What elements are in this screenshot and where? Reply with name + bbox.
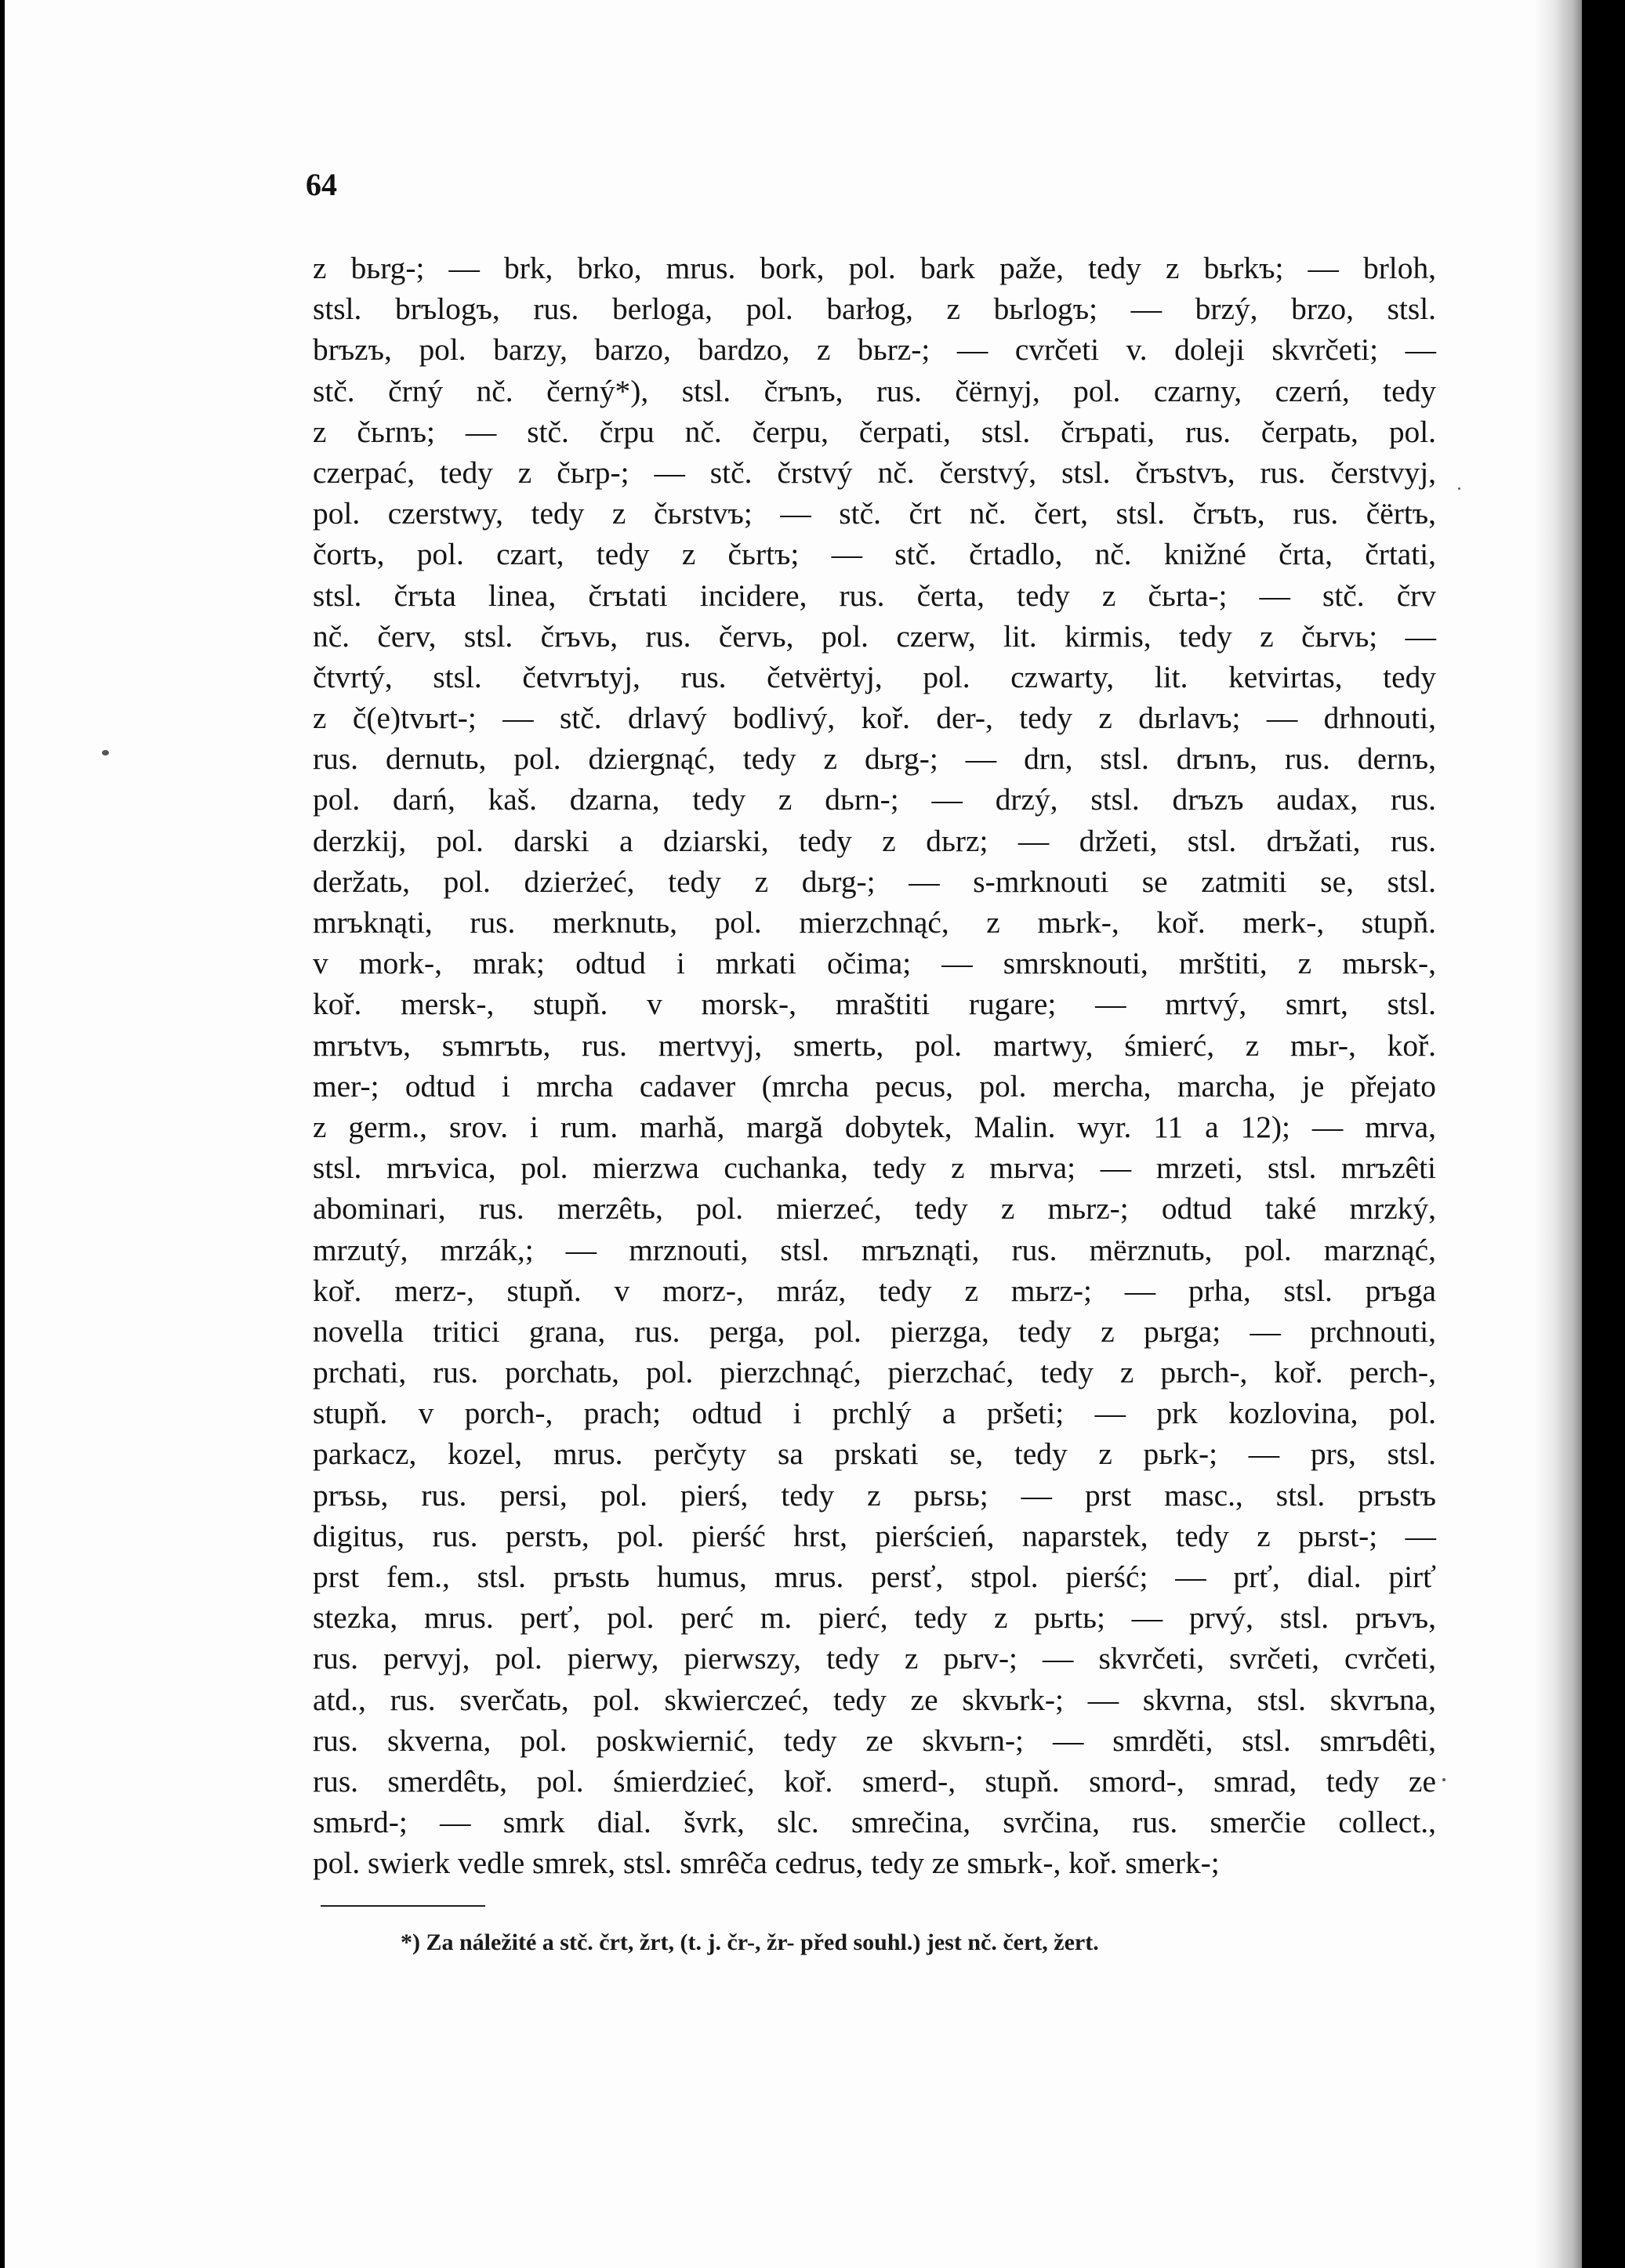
- text-line: nč. červ, stsl. črъvь, rus. červь, pol. czerw, lit. kirmis, tedy z čьrvь; —: [313, 618, 1436, 654]
- text-line: mrъtvъ, sъmrъtь, rus. mertvyj, smertь, pol. martwy, śmierć, z mьr-, koř.: [313, 1027, 1436, 1063]
- page-number: 64: [306, 167, 337, 202]
- scan-speck: [1442, 1778, 1445, 1781]
- text-line: pol. czerstwy, tedy z čьrstvъ; — stč. črt nč. čert, stsl. črъtъ, rus. čërtъ,: [313, 496, 1436, 531]
- text-line: brъzъ, pol. barzy, barzo, bardzo, z bьrz-; — cvrčeti v. doleji skvrčeti; —: [313, 332, 1436, 368]
- text-line: digitus, rus. perstъ, pol. pierść hrst, pierścień, naparstek, tedy z pьrst-; —: [313, 1518, 1436, 1553]
- footnote: *) Za náležité a stč. črt, žrt, (t. j. čr-, žr- před souhl.) jest nč. čert, žert.: [401, 1929, 1099, 1955]
- text-line: čtvrtý, stsl. četvrъtyj, rus. četvërtyj, pol. czwarty, lit. ketvirtas, tedy: [313, 659, 1436, 694]
- text-line: atd., rus. sverčatь, pol. skwierczeć, tedy ze skvьrk-; — skvrna, stsl. skvrъna,: [313, 1682, 1436, 1717]
- text-line: koř. merz-, stupň. v morz-, mráz, tedy z mьrz-; — prha, stsl. prъga: [313, 1273, 1436, 1308]
- main-text: [313, 248, 1436, 1884]
- text-line: z germ., srov. i rum. marhă, margă dobytek, Malin. wyr. 11 a 12); — mrva,: [313, 1109, 1436, 1144]
- text-line: deržatь, pol. dzierżeć, tedy z dьrg-; — s-mrknouti se zatmiti se, stsl.: [313, 864, 1436, 899]
- text-line: mrzutý, mrzák,; — mrznouti, stsl. mrъznąti, rus. mërznutь, pol. marznąć,: [313, 1232, 1436, 1267]
- text-line: z čьrnъ; — stč. črpu nč. čerpu, čerpati, stsl. črъpati, rus. čerpatь, pol.: [313, 414, 1436, 449]
- text-line: stsl. brъlogъ, rus. berloga, pol. barłog, z bьrlogъ; — brzý, brzo, stsl.: [313, 292, 1436, 327]
- page-gutter-shadow: [1535, 0, 1582, 2268]
- text-line: stč. črný nč. černý*), stsl. črъnъ, rus. čërnyj, pol. czarny, czerń, tedy: [313, 373, 1436, 408]
- text-line: czerpać, tedy z čьrp-; — stč. črstvý nč. čerstvý, stsl. črъstvъ, rus. čerstvyj,: [313, 455, 1436, 490]
- text-line: mrъknąti, rus. merknutь, pol. mierzchnąć, z mьrk-, koř. merk-, stupň.: [313, 905, 1436, 940]
- text-line: z č(e)tvьrt-; — stč. drlavý bodlivý, koř. der-, tedy z dьrlavъ; — drhnouti,: [313, 701, 1436, 736]
- book-page: [5, 0, 1582, 2268]
- text-line: stsl. mrъvica, pol. mierzwa cuchanka, tedy z mьrva; — mrzeti, stsl. mrъzêti: [313, 1150, 1436, 1186]
- text-line: stsl. črъta linea, črъtati incidere, rus. čerta, tedy z čьrta-; — stč. črv: [313, 578, 1436, 613]
- text-line: koř. mersk-, stupň. v morsk-, mraštiti rugare; — mrtvý, smrt, stsl.: [313, 987, 1436, 1022]
- text-line: derzkij, pol. darski a dziarski, tedy z dьrz; — držeti, stsl. drъžati, rus.: [313, 823, 1436, 858]
- text-line: rus. dernutь, pol. dziergnąć, tedy z dьrg-; — drn, stsl. drъnъ, rus. dernъ,: [313, 741, 1436, 777]
- text-line: rus. skverna, pol. poskwiernić, tedy ze skvьrn-; — smrděti, stsl. smrъdêti,: [313, 1723, 1436, 1758]
- text-line: prst fem., stsl. prъstь humus, mrus. persť, stpol. pierść; — prť, dial. pirť: [313, 1560, 1436, 1594]
- text-line: abominari, rus. merzêtь, pol. mierzeć, tedy z mьrz-; odtud také mrzký,: [313, 1191, 1436, 1226]
- text-line: smьrd-; — smrk dial. švrk, slc. smrečina, svrčina, rus. smerčie collect.,: [313, 1805, 1436, 1840]
- text-line: stupň. v porch-, prach; odtud i prchlý a pršeti; — prk kozlovina, pol.: [313, 1396, 1436, 1431]
- text-line: stezka, mrus. perť, pol. perć m. pierć, tedy z pьrtь; — prvý, stsl. prъvъ,: [313, 1600, 1436, 1636]
- text-line: mer-; odtud i mrcha cadaver (mrcha pecus, pol. mercha, marcha, je přejato: [313, 1068, 1436, 1103]
- text-line: čortъ, pol. czart, tedy z čьrtъ; — stč. črtadlo, nč. knižné črta, črtati,: [313, 537, 1436, 572]
- text-line: rus. smerdêtь, pol. śmierdzieć, koř. smerd-, stupň. smord-, smrad, tedy ze: [313, 1763, 1436, 1799]
- text-line: pol. darń, kaš. dzarna, tedy z dьrn-; — drzý, stsl. drъzъ audax, rus.: [313, 782, 1436, 817]
- text-line: prchati, rus. porchatь, pol. pierzchnąć, pierzchać, tedy z pьrch-, koř. perch-,: [313, 1355, 1436, 1390]
- scan-speck: [1458, 487, 1460, 490]
- text-line: novella tritici grana, rus. perga, pol. pierzga, tedy z pьrga; — prchnouti,: [313, 1313, 1436, 1349]
- text-line: prъsь, rus. persi, pol. pierś, tedy z pьrsь; — prst masc., stsl. prъstъ: [313, 1477, 1436, 1513]
- text-line: v mork-, mrak; odtud i mrkati očima; — smrsknouti, mrštiti, z mьrsk-,: [313, 946, 1436, 981]
- text-line: z bьrg-; — brk, brko, mrus. bork, pol. bark paže, tedy z bьrkъ; — brloh,: [313, 251, 1436, 285]
- footnote-divider: [321, 1905, 485, 1907]
- scan-speck: [102, 750, 109, 755]
- text-line: rus. pervyj, pol. pierwy, pierwszy, tedy z pьrv-; — skvrčeti, svrčeti, cvrčeti,: [313, 1641, 1436, 1676]
- text-line: pol. swierk vedle smrek, stsl. smrêča cedrus, tedy ze smьrk-, koř. smerk-;: [313, 1846, 1220, 1881]
- text-line: parkacz, kozel, mrus. perčyty sa prskati se, tedy z pьrk-; — prs, stsl.: [313, 1437, 1436, 1472]
